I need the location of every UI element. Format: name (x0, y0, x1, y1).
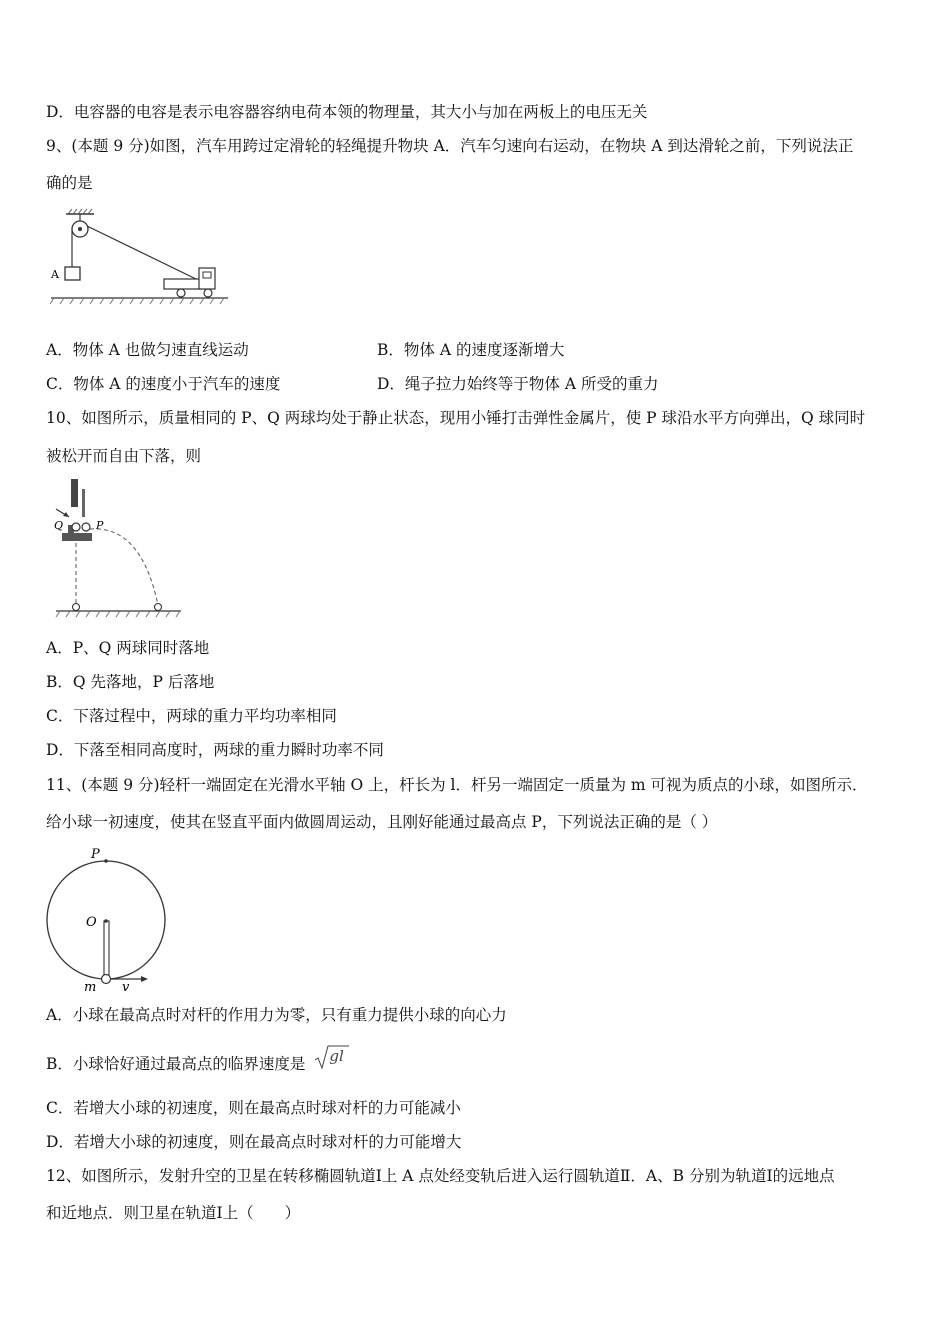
q11-circle-figure (44, 838, 174, 993)
point-p-label: P (91, 847, 100, 862)
q10-projectile-figure (46, 473, 191, 623)
q10-option-a: A．P、Q 两球同时落地 (46, 639, 210, 657)
ball-p-label: P (96, 519, 104, 532)
q11-stem-line1: 11、(本题 9 分)轻杆一端固定在光滑水平轴 O 上，杆长为 l．杆另一端固定一质量为 m 可视为质点的小球，如图所示． (46, 776, 868, 794)
q11-option-c: C．若增大小球的初速度，则在最高点时球对杆的力可能减小 (46, 1099, 461, 1117)
ball-q (72, 523, 80, 531)
sqrt-formula (314, 1044, 350, 1070)
q12-stem-line2: 和近地点．则卫星在轨道Ⅰ上（ ） (46, 1204, 301, 1222)
device-stand (62, 533, 92, 541)
q10-stem-line2: 被松开而自由下落，则 (46, 447, 202, 465)
truck-bed (164, 279, 204, 289)
q9-stem-line2: 确的是 (46, 174, 93, 192)
ball-q-label: Q (54, 519, 64, 532)
axis-o (104, 919, 108, 923)
q9-stem-line1: 9、(本题 9 分)如图，汽车用跨过定滑轮的轻绳提升物块 A．汽车匀速向右运动，在物块 A 到达滑轮之前，下列说法正 (46, 137, 854, 155)
q11-option-b-text: B．小球恰好通过最高点的临界速度是 (46, 1055, 306, 1073)
block-a (65, 267, 80, 280)
hammer-handle (71, 479, 78, 507)
point-o-label: O (86, 915, 97, 930)
point-p (104, 859, 108, 863)
q9-option-d: D．绳子拉力始终等于物体 A 所受的重力 (377, 375, 659, 393)
q10-option-d: D．下落至相同高度时，两球的重力瞬时功率不同 (46, 741, 384, 759)
ball-p (82, 523, 90, 531)
q12-stem-line1: 12、如图所示，发射升空的卫星在转移椭圆轨道Ⅰ上 A 点处经变轨后进入运行圆轨道Ⅱ．A、B 分别为轨道Ⅰ的远地点 (46, 1167, 835, 1185)
q9-pulley-car-figure (46, 205, 236, 310)
sqrt-radicand: gl (329, 1047, 344, 1065)
velocity-label: v (122, 980, 130, 993)
q11-option-b (46, 1047, 350, 1078)
q11-option-a: A．小球在最高点时对杆的作用力为零，只有重力提供小球的向心力 (46, 1006, 507, 1024)
q10-option-b: B．Q 先落地，P 后落地 (46, 673, 215, 691)
q8-option-d: D．电容器的电容是表示电容器容纳电荷本领的物理量，其大小与加在两板上的电压无关 (46, 103, 648, 121)
q10-stem-line1: 10、如图所示，质量相同的 P、Q 两球均处于静止状态，现用小锤打击弹性金属片，使 P 球沿水平方向弹出，Q 球同时 (46, 409, 866, 427)
q11-option-d: D．若增大小球的初速度，则在最高点时球对杆的力可能增大 (46, 1133, 462, 1151)
mass-label: m (84, 980, 97, 993)
q10-option-c: C．下落过程中，两球的重力平均功率相同 (46, 707, 337, 725)
block-a-label: A (51, 268, 59, 281)
q9-option-b: B．物体 A 的速度逐渐增大 (377, 341, 565, 359)
q9-option-c: C．物体 A 的速度小于汽车的速度 (46, 375, 281, 393)
q11-stem-line2: 给小球一初速度，使其在竖直平面内做圆周运动，且刚好能通过最高点 P，下列说法正确的是（ ） (46, 813, 718, 831)
q9-option-a: A．物体 A 也做匀速直线运动 (46, 341, 249, 359)
light-rod (104, 921, 109, 976)
ball-m (102, 975, 111, 984)
